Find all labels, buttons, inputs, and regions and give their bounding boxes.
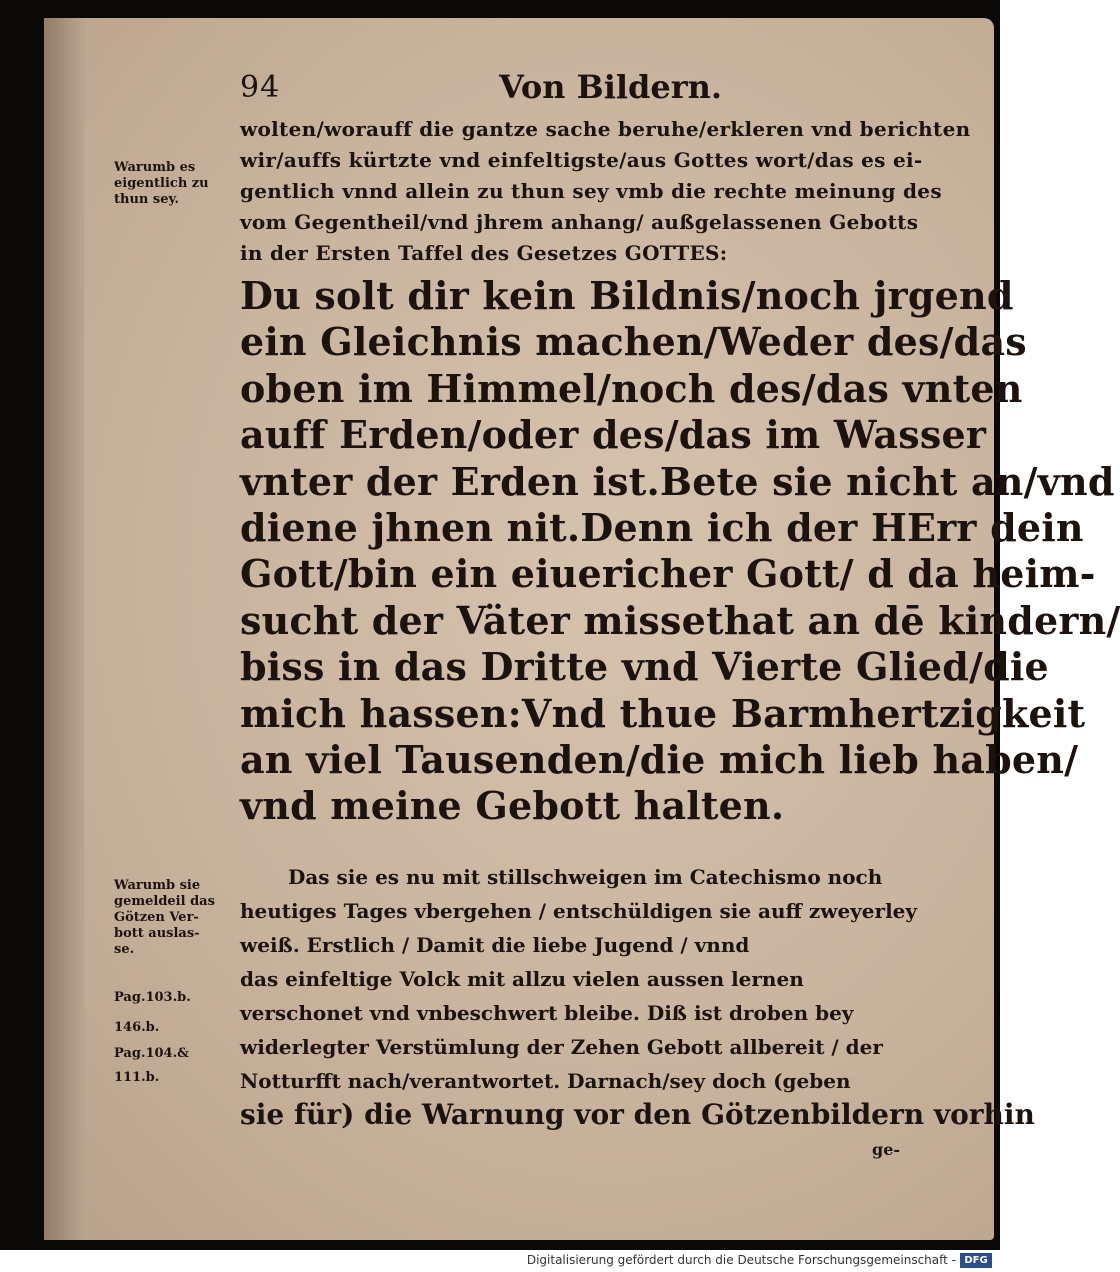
footer-credit: Digitalisierung gefördert durch die Deutsche Forschungsgemeinschaft - bbox=[526, 1253, 956, 1267]
running-title: Von Bildern. bbox=[499, 68, 722, 106]
page-number: 94 bbox=[240, 70, 281, 105]
margin-ref: 111.b. bbox=[114, 1070, 160, 1085]
commandment-line: mich hassen:Vnd thue Barmhertzigkeit bbox=[240, 690, 1086, 736]
margin-ref: 146.b. bbox=[114, 1020, 160, 1035]
margin-note-line: Warumb es bbox=[114, 160, 196, 175]
dfg-logo-icon: DFG bbox=[960, 1253, 992, 1268]
margin-note-line: se. bbox=[114, 942, 135, 957]
margin-ref-1 bbox=[114, 990, 240, 1006]
margin-ref: Pag.104.& bbox=[114, 1046, 189, 1061]
margin-note-line: eigentlich zu bbox=[114, 176, 209, 191]
text-line: weiß. Erstlich / Damit die liebe Jugend / vnnd bbox=[240, 933, 750, 957]
commandment-line: Gott/bin ein eiuericher Gott/ d da heim- bbox=[240, 551, 1096, 597]
margin-note-why bbox=[114, 160, 240, 208]
text-line: Notturfft nach/verantwortet. Darnach/sey doch (geben bbox=[240, 1069, 851, 1093]
commandment-line: sucht der Väter missethat an dē kindern/ bbox=[240, 597, 1120, 643]
text-top bbox=[240, 114, 971, 269]
margin-ref-4 bbox=[114, 1070, 240, 1086]
commandment-line: an viel Tausenden/die mich lieb haben/ bbox=[240, 737, 1079, 783]
margin-note-omission bbox=[114, 878, 240, 958]
text-line: heutiges Tages vbergehen / entschüldigen sie auff zweyerley bbox=[240, 899, 918, 923]
commandment-text bbox=[240, 273, 1120, 830]
book-page bbox=[44, 18, 1120, 1240]
page-gutter bbox=[44, 18, 84, 1240]
text-line: sie für) die Warnung vor den Götzenbildern vorhin bbox=[240, 1098, 1035, 1131]
commandment-line: Du solt dir kein Bildnis/noch jrgend bbox=[240, 273, 1014, 318]
text-line: gentlich vnnd allein zu thun sey vmb die rechte meinung des bbox=[240, 179, 942, 203]
commandment-line: vnter der Erden ist.Bete sie nicht an/vnd bbox=[240, 458, 1115, 504]
commandment-line: diene jhnen nit.Denn ich der HErr dein bbox=[240, 505, 1084, 551]
catchword: ge- bbox=[872, 1140, 901, 1159]
margin-note-line: Götzen Ver- bbox=[114, 910, 199, 925]
margin-note-line: thun sey. bbox=[114, 192, 180, 207]
commandment-line: auff Erden/oder des/das im Wasser bbox=[240, 412, 987, 458]
margin-note-line: gemeldeil das bbox=[114, 894, 215, 909]
commandment-line: vnd meine Gebott halten. bbox=[240, 783, 785, 829]
margin-ref: Pag.103.b. bbox=[114, 990, 191, 1005]
commandment-line: oben im Himmel/noch des/das vnten bbox=[240, 365, 1023, 411]
text-line: in der Ersten Taffel des Gesetzes GOTTES: bbox=[240, 241, 728, 265]
footer-bar bbox=[0, 1250, 1000, 1272]
commandment-line: ein Gleichnis machen/Weder des/das bbox=[240, 319, 1027, 365]
margin-note-line: Warumb sie bbox=[114, 878, 201, 893]
margin-note-line: bott auslas- bbox=[114, 926, 200, 941]
margin-ref-3 bbox=[114, 1046, 240, 1062]
text-line: verschonet vnd vnbeschwert bleibe. Diß ist droben bey bbox=[240, 1001, 854, 1025]
text-line: Das sie es nu mit stillschweigen im Catechismo noch bbox=[288, 865, 883, 889]
text-lower bbox=[240, 860, 1035, 1132]
margin-ref-2 bbox=[114, 1020, 240, 1036]
text-line: wolten/worauff die gantze sache beruhe/erkleren vnd berichten bbox=[240, 117, 971, 141]
text-line: wir/auffs kürtzte vnd einfeltigste/aus Gottes wort/das es ei- bbox=[240, 148, 923, 172]
text-line: widerlegter Verstümlung der Zehen Gebott allbereit / der bbox=[240, 1035, 883, 1059]
commandment-line: biss in das Dritte vnd Vierte Glied/die bbox=[240, 644, 1049, 690]
text-line: vom Gegentheil/vnd jhrem anhang/ außgelassenen Gebotts bbox=[240, 210, 919, 234]
text-line: das einfeltige Volck mit allzu vielen aussen lernen bbox=[240, 967, 804, 991]
